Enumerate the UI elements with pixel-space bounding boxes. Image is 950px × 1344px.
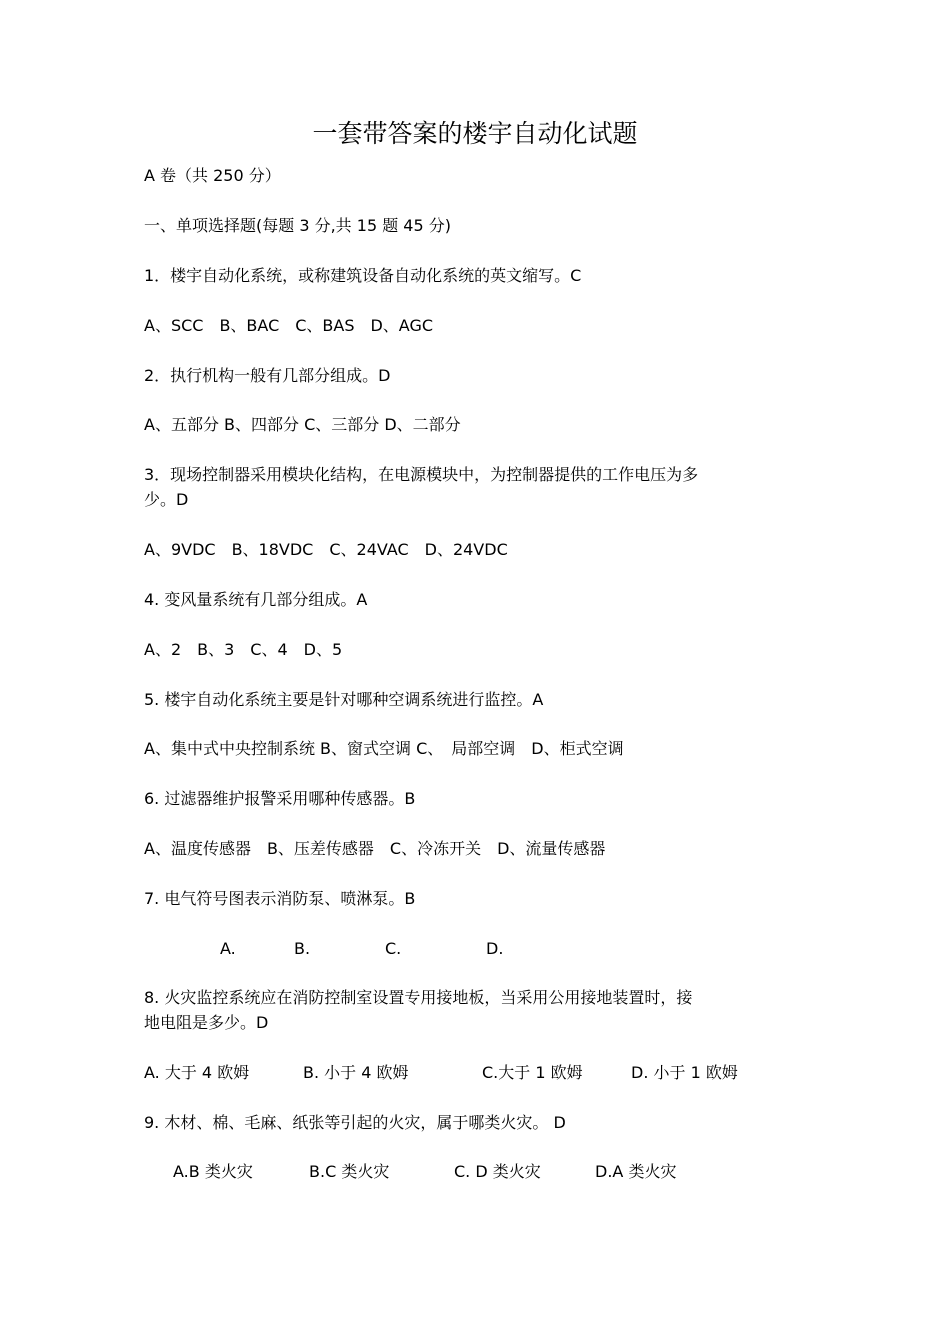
question-2: 2．执行机构一般有几部分组成。D xyxy=(144,366,391,385)
question-7-option-d: D. xyxy=(486,939,504,958)
paper-label: A 卷（共 250 分） xyxy=(144,166,281,185)
question-8-line-1: 8. 火灾监控系统应在消防控制室设置专用接地板，当采用公用接地装置时，接 xyxy=(144,988,693,1007)
question-9: 9. 木材、棉、毛麻、纸张等引起的火灾，属于哪类火灾。 D xyxy=(144,1113,566,1132)
question-8-option-a: A. 大于 4 欧姆 xyxy=(144,1063,250,1082)
question-3-options: A、9VDC B、18VDC C、24VAC D、24VDC xyxy=(144,540,508,559)
question-6: 6. 过滤器维护报警采用哪种传感器。B xyxy=(144,789,416,808)
question-7-option-a: A. xyxy=(220,939,236,958)
question-9-option-d: D.A 类火灾 xyxy=(595,1162,677,1181)
question-8-option-d: D. 小于 1 欧姆 xyxy=(631,1063,738,1082)
question-3-line-2: 少。D xyxy=(144,490,189,509)
question-8-line-2: 地电阻是多少。D xyxy=(144,1013,269,1032)
question-5: 5. 楼宇自动化系统主要是针对哪种空调系统进行监控。A xyxy=(144,690,544,709)
question-1-options: A、SCC B、BAC C、BAS D、AGC xyxy=(144,316,434,335)
document-title: 一套带答案的楼宇自动化试题 xyxy=(312,119,638,148)
question-5-options: A、集中式中央控制系统 B、窗式空调 C、 局部空调 D、柜式空调 xyxy=(144,739,624,758)
question-2-options: A、五部分 B、四部分 C、三部分 D、二部分 xyxy=(144,415,461,434)
question-7-option-b: B. xyxy=(294,939,311,958)
question-8-option-b: B. 小于 4 欧姆 xyxy=(303,1063,409,1082)
question-9-option-a: A.B 类火灾 xyxy=(173,1162,253,1181)
question-1: 1．楼宇自动化系统，或称建筑设备自动化系统的英文缩写。C xyxy=(144,266,582,285)
question-9-option-c: C. D 类火灾 xyxy=(454,1162,541,1181)
question-4: 4. 变风量系统有几部分组成。A xyxy=(144,590,368,609)
question-9-option-b: B.C 类火灾 xyxy=(309,1162,390,1181)
question-7: 7. 电气符号图表示消防泵、喷淋泵。B xyxy=(144,889,416,908)
question-8-option-c: C.大于 1 欧姆 xyxy=(482,1063,583,1082)
question-7-option-c: C. xyxy=(385,939,402,958)
question-6-options: A、温度传感器 B、压差传感器 C、冷冻开关 D、流量传感器 xyxy=(144,839,606,858)
question-3-line-1: 3．现场控制器采用模块化结构，在电源模块中，为控制器提供的工作电压为多 xyxy=(144,465,699,484)
section-heading: 一、单项选择题(每题 3 分,共 15 题 45 分) xyxy=(144,216,451,235)
question-4-options: A、2 B、3 C、4 D、5 xyxy=(144,640,343,659)
